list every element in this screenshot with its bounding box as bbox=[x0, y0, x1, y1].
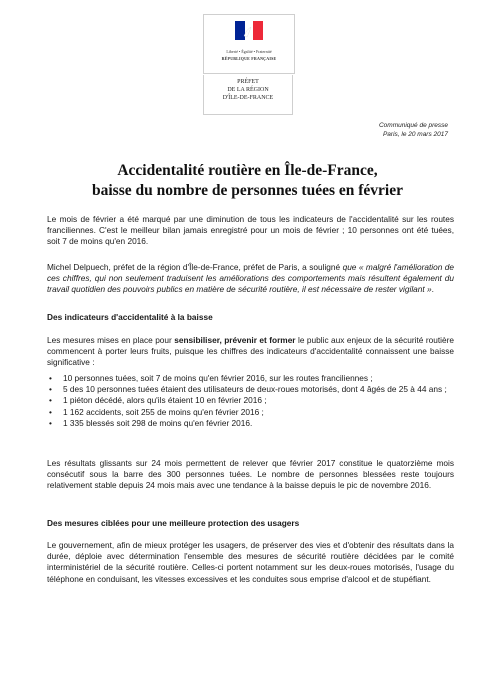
quote-lead: Michel Delpuech, préfet de la région d'Île-de-France, préfet de Paris, a souligné bbox=[47, 262, 343, 272]
press-release-meta bbox=[379, 121, 448, 139]
list-item-text: 1 162 accidents, soit 255 de moins qu'en février 2016 ; bbox=[63, 406, 264, 417]
prefet-block bbox=[203, 75, 293, 115]
list-item bbox=[47, 418, 454, 429]
motto-text: Liberté • Égalité • Fraternité bbox=[226, 49, 272, 54]
bullet-icon: • bbox=[49, 406, 52, 417]
marianne-logo bbox=[203, 14, 295, 74]
section-2-paragraph: Le gouvernement, afin de mieux protéger les usagers, de préserver des vies et d'obtenir des résultats dans la durée, déploie avec détermination l'ensemble des mesures de sécurité routière décidées par le comité interministériel de la sécurité routière. Celles-ci portent notamment sur les deux-roues motorisés, l'usage du téléphone en conduisant, les vitesses excessives et les conduites sous emprise d'alcool et de stupéfiant. bbox=[47, 540, 454, 584]
section-1-closing: Les résultats glissants sur 24 mois permettent de relever que février 2017 constitue le quatorzième mois consécutif sous la barre des 300 personnes tuées. Le nombre de personnes blessées reste toujours relativement stable depuis 24 mois mais avec une tendance à la baisse depuis le pic de novembre 2016. bbox=[47, 458, 454, 491]
bullet-icon: • bbox=[49, 384, 52, 395]
list-item-text: 5 des 10 personnes tuées étaient des utilisateurs de deux-roues motorisés, dont 4 âgés de 25 à 44 ans ; bbox=[63, 384, 447, 395]
prefet-line: D'ÎLE-DE-FRANCE bbox=[222, 95, 274, 101]
page-title bbox=[40, 161, 455, 201]
french-flag-icon bbox=[235, 21, 263, 40]
list-item bbox=[47, 384, 454, 395]
list-item bbox=[47, 407, 454, 418]
section-2-heading: Des mesures ciblées pour une meilleure protection des usagers bbox=[47, 518, 300, 528]
section-1-heading: Des indicateurs d'accidentalité à la baisse bbox=[47, 312, 213, 322]
quote-end: . bbox=[431, 284, 434, 295]
indicators-list bbox=[47, 373, 454, 429]
title-line-1: Accidentalité routière en Île-de-France, bbox=[117, 162, 378, 179]
republic-text: RÉPUBLIQUE FRANÇAISE bbox=[221, 56, 277, 61]
section-1-lead: Les mesures mises en place pour bbox=[47, 335, 175, 345]
document-type: Communiqué de presse bbox=[378, 122, 448, 129]
bullet-icon: • bbox=[49, 395, 52, 406]
section-1-rest: le public aux enjeux de la sécurité routière commencent à porter leurs fruits, puisque les chiffres des indicateurs d'accidentalité connaissent une baisse significative : bbox=[47, 335, 455, 368]
quote-paragraph bbox=[47, 262, 454, 296]
bullet-icon: • bbox=[49, 417, 52, 428]
prefet-line: PRÉFET bbox=[237, 79, 259, 85]
section-1-paragraph bbox=[47, 335, 454, 369]
section-1-bold: sensibiliser, prévenir et former bbox=[174, 335, 296, 345]
intro-paragraph: Le mois de février a été marqué par une diminution de tous les indicateurs de l'accidentalité sur les routes franciliennes. C'est le meilleur bilan jamais enregistré pour un mois de février ; 10 personnes ont été tuées, soit 7 de moins qu'en 2016. bbox=[47, 214, 454, 247]
place-date: Paris, le 20 mars 2017 bbox=[382, 131, 448, 138]
prefet-line: DE LA RÉGION bbox=[227, 87, 269, 93]
list-item-text: 1 335 blessés soit 298 de moins qu'en février 2016. bbox=[63, 417, 253, 428]
list-item bbox=[47, 373, 454, 384]
list-item-text: 1 piéton décédé, alors qu'ils étaient 10 en février 2016 ; bbox=[63, 395, 267, 406]
list-item bbox=[47, 395, 454, 406]
quote-text: que « malgré l'amélioration de ces chiffres, qui non seulement traduisent les améliorations des comportements mais résultent également du travail quotidien des pouvoirs publics en matière de sécurité routière, il est nécessaire de rester vigilant » bbox=[47, 262, 454, 295]
title-line-2: baisse du nombre de personnes tuées en février bbox=[92, 182, 403, 199]
list-item-text: 10 personnes tuées, soit 7 de moins qu'en février 2016, sur les routes franciliennes ; bbox=[63, 373, 373, 383]
bullet-icon: • bbox=[49, 373, 52, 383]
